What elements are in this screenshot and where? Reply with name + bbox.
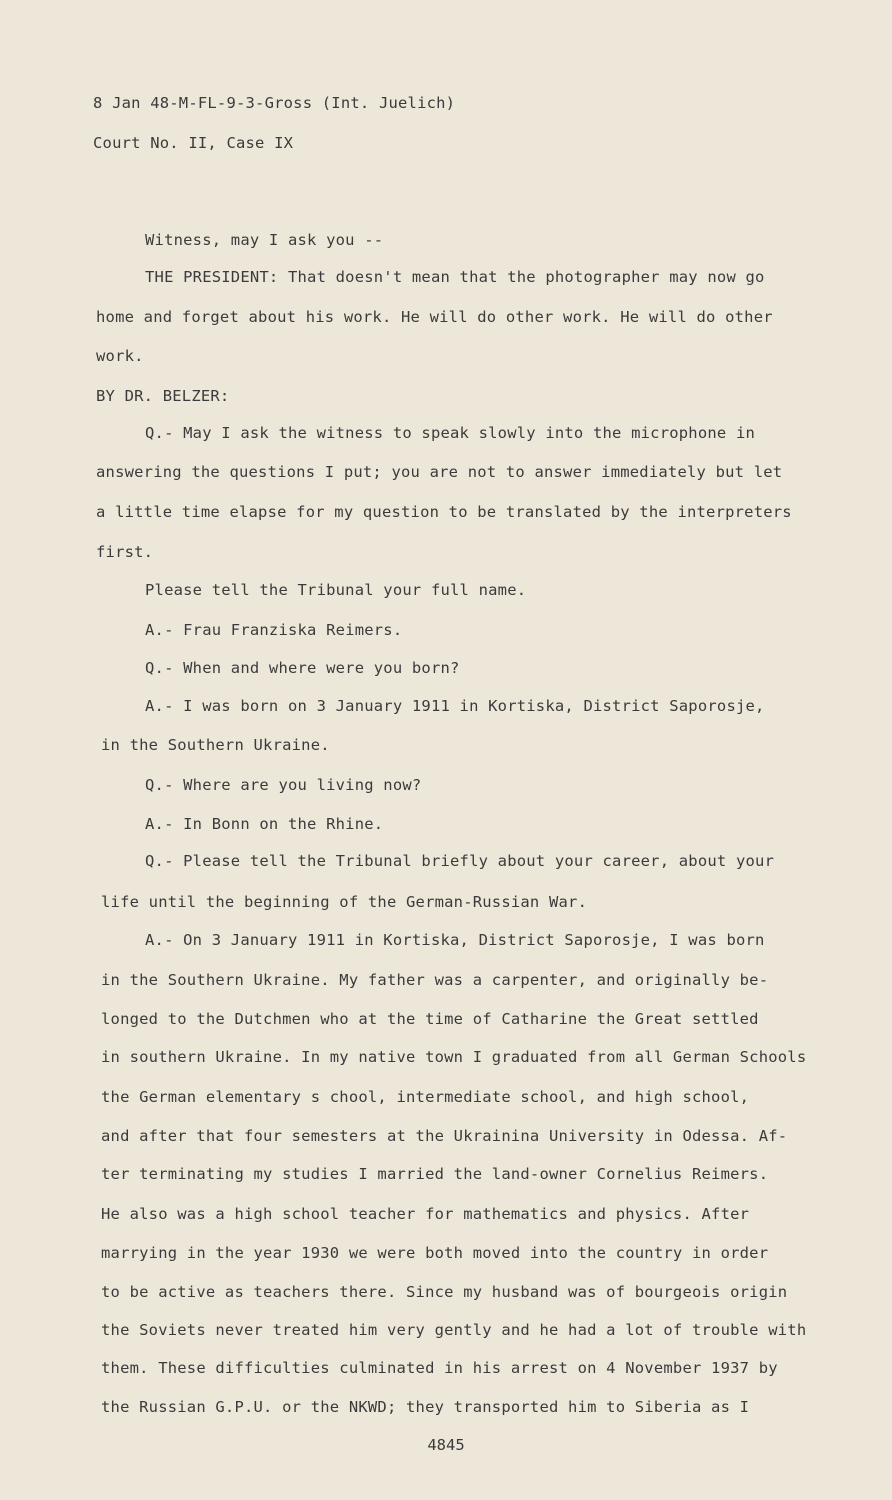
header-line-1: 8 Jan 48-M-FL-9-3-Gross (Int. Juelich) bbox=[93, 94, 456, 112]
text-line: in the Southern Ukraine. My father was a carpenter, and originally be- bbox=[101, 971, 769, 989]
text-line: first. bbox=[96, 543, 154, 561]
text-line: marrying in the year 1930 we were both moved into the country in order bbox=[101, 1244, 769, 1262]
text-line: answering the questions I put; you are not to answer immediately but let bbox=[96, 463, 783, 481]
page-number: 4845 bbox=[427, 1436, 465, 1454]
header-line-2: Court No. II, Case IX bbox=[93, 134, 294, 152]
text-line: longed to the Dutchmen who at the time of Catharine the Great settled bbox=[101, 1010, 759, 1028]
text-line: He also was a high school teacher for mathematics and physics. After bbox=[101, 1205, 750, 1223]
text-line: A.- Frau Franziska Reimers. bbox=[145, 621, 403, 639]
text-line: them. These difficulties culminated in his arrest on 4 November 1937 by bbox=[101, 1359, 778, 1377]
text-line: Witness, may I ask you -- bbox=[145, 231, 384, 249]
text-line: the Soviets never treated him very gently and he had a lot of trouble with bbox=[101, 1321, 807, 1339]
text-line: THE PRESIDENT: That doesn't mean that the photographer may now go bbox=[145, 268, 765, 286]
text-line: the Russian G.P.U. or the NKWD; they transported him to Siberia as I bbox=[101, 1398, 750, 1416]
text-line: Q.- When and where were you born? bbox=[145, 659, 460, 677]
text-line: Q.- Where are you living now? bbox=[145, 776, 422, 794]
text-line: the German elementary s chool, intermediate school, and high school, bbox=[101, 1088, 750, 1106]
text-line: work. bbox=[96, 347, 144, 365]
text-line: and after that four semesters at the Ukrainina University in Odessa. Af- bbox=[101, 1127, 788, 1145]
text-line: life until the beginning of the German-Russian War. bbox=[101, 893, 588, 911]
text-line: ter terminating my studies I married the land-owner Cornelius Reimers. bbox=[101, 1165, 769, 1183]
text-line: BY DR. BELZER: bbox=[96, 387, 230, 405]
text-line: A.- In Bonn on the Rhine. bbox=[145, 815, 384, 833]
text-line: home and forget about his work. He will do other work. He will do other bbox=[96, 308, 773, 326]
text-line: Q.- Please tell the Tribunal briefly about your career, about your bbox=[145, 852, 775, 870]
text-line: in southern Ukraine. In my native town I graduated from all German Schools bbox=[101, 1048, 807, 1066]
text-line: Please tell the Tribunal your full name. bbox=[145, 581, 527, 599]
text-line: A.- On 3 January 1911 in Kortiska, District Saporosje, I was born bbox=[145, 931, 765, 949]
text-line: in the Southern Ukraine. bbox=[101, 736, 330, 754]
text-line: to be active as teachers there. Since my husband was of bourgeois origin bbox=[101, 1283, 788, 1301]
text-line: A.- I was born on 3 January 1911 in Kortiska, District Saporosje, bbox=[145, 697, 765, 715]
text-line: a little time elapse for my question to be translated by the interpreters bbox=[96, 503, 792, 521]
text-line: Q.- May I ask the witness to speak slowly into the microphone in bbox=[145, 424, 756, 442]
